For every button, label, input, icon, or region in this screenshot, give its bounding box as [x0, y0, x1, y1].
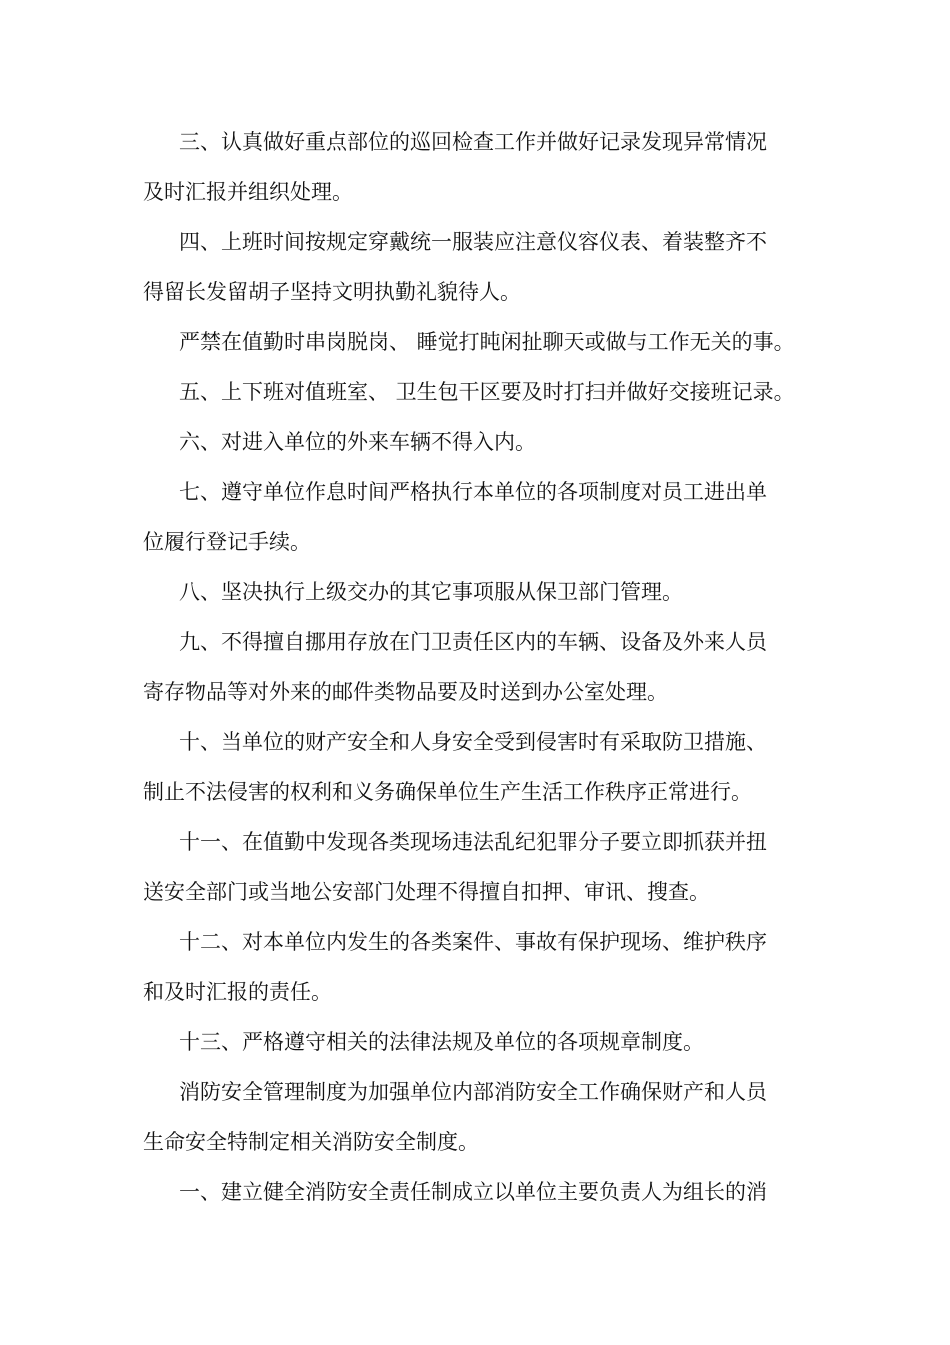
text-line-19: 十三、严格遵守相关的法律法规及单位的各项规章制度。 [179, 1030, 704, 1054]
text-line-20: 消防安全管理制度为加强单位内部消防安全工作确保财产和人员 [179, 1080, 767, 1104]
text-line-14: 制止不法侵害的权利和义务确保单位生产生活工作秩序正常进行。 [143, 780, 752, 804]
text-line-22: 一、建立健全消防安全责任制成立以单位主要负责人为组长的消 [179, 1180, 767, 1204]
text-line-9: 位履行登记手续。 [143, 530, 311, 554]
text-line-17: 十二、对本单位内发生的各类案件、事故有保护现场、维护秩序 [179, 930, 767, 954]
text-line-13: 十、当单位的财产安全和人身安全受到侵害时有采取防卫措施、 [179, 730, 767, 754]
text-line-3: 四、上班时间按规定穿戴统一服装应注意仪容仪表、着装整齐不 [179, 230, 767, 254]
text-line-15: 十一、在值勤中发现各类现场违法乱纪犯罪分子要立即抓获并扭 [179, 830, 767, 854]
text-line-8: 七、遵守单位作息时间严格执行本单位的各项制度对员工进出单 [179, 480, 767, 504]
text-line-7: 六、对进入单位的外来车辆不得入内。 [179, 430, 536, 454]
text-line-11: 九、不得擅自挪用存放在门卫责任区内的车辆、设备及外来人员 [179, 630, 767, 654]
text-line-18: 和及时汇报的责任。 [143, 980, 332, 1004]
text-line-10: 八、坚决执行上级交办的其它事项服从保卫部门管理。 [179, 580, 683, 604]
text-line-1: 三、认真做好重点部位的巡回检查工作并做好记录发现异常情况 [179, 130, 767, 154]
text-line-12: 寄存物品等对外来的邮件类物品要及时送到办公室处理。 [143, 680, 668, 704]
text-line-6: 五、上下班对值班室、 卫生包干区要及时打扫并做好交接班记录。 [179, 380, 795, 404]
text-line-5: 严禁在值勤时串岗脱岗、 睡觉打盹闲扯聊天或做与工作无关的事。 [179, 330, 795, 354]
text-line-2: 及时汇报并组织处理。 [143, 180, 353, 204]
text-line-21: 生命安全特制定相关消防安全制度。 [143, 1130, 479, 1154]
text-line-4: 得留长发留胡子坚持文明执勤礼貌待人。 [143, 280, 521, 304]
text-line-16: 送安全部门或当地公安部门处理不得擅自扣押、审讯、搜查。 [143, 880, 710, 904]
